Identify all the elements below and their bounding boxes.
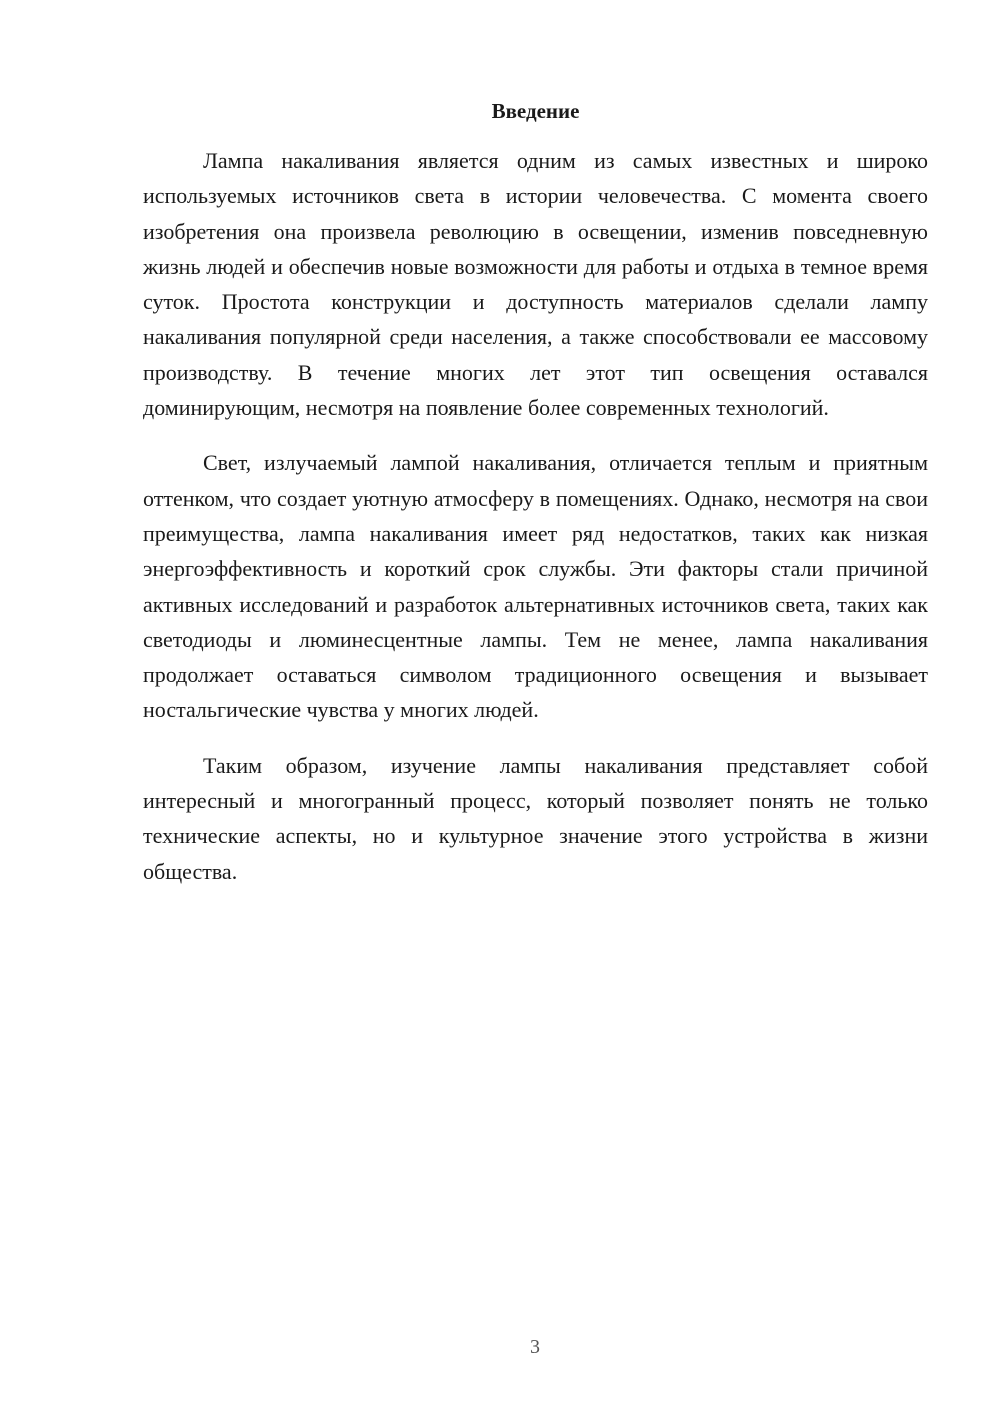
section-title: Введение <box>491 99 580 123</box>
page-number: 3 <box>530 1336 540 1358</box>
paragraph-3: Таким образом, изучение лампы накаливания представляет собой интересный и многогранный процесс, который позволяет понять не только технические аспекты, но и культурное значение этого устройства в жизни общества. <box>143 752 928 884</box>
page-content <box>143 95 928 909</box>
paragraph-2: Свет, излучаемый лампой накаливания, отличается теплым и приятным оттенком, что создает уютную атмосферу в помещениях. Однако, несмотря на свои преимущества, лампа накаливания имеет ряд недостатков, таких как низкая энергоэффективность и короткий срок службы. Эти факторы стали причиной активных исследований и разработок альтернативных источников света, таких как светодиоды и люминесцентные лампы. Тем не менее, лампа накаливания продолжает оставаться символом традиционного освещения и вызывает ностальгические чувства у многих людей. <box>143 450 928 723</box>
paragraph-1: Лампа накаливания является одним из самых известных и широко используемых источников света в истории человечества. С момента своего изобретения она произвела революцию в освещении, изменив повседневную жизнь людей и обеспечив новые возможности для работы и отдыха в темное время суток. Простота конструкции и доступность материалов сделали лампу накаливания популярной среди населения, а также способствовали ее массовому производству. В течение многих лет этот тип освещения оставался доминирующим, несмотря на появление более современных технологий. <box>143 148 928 421</box>
